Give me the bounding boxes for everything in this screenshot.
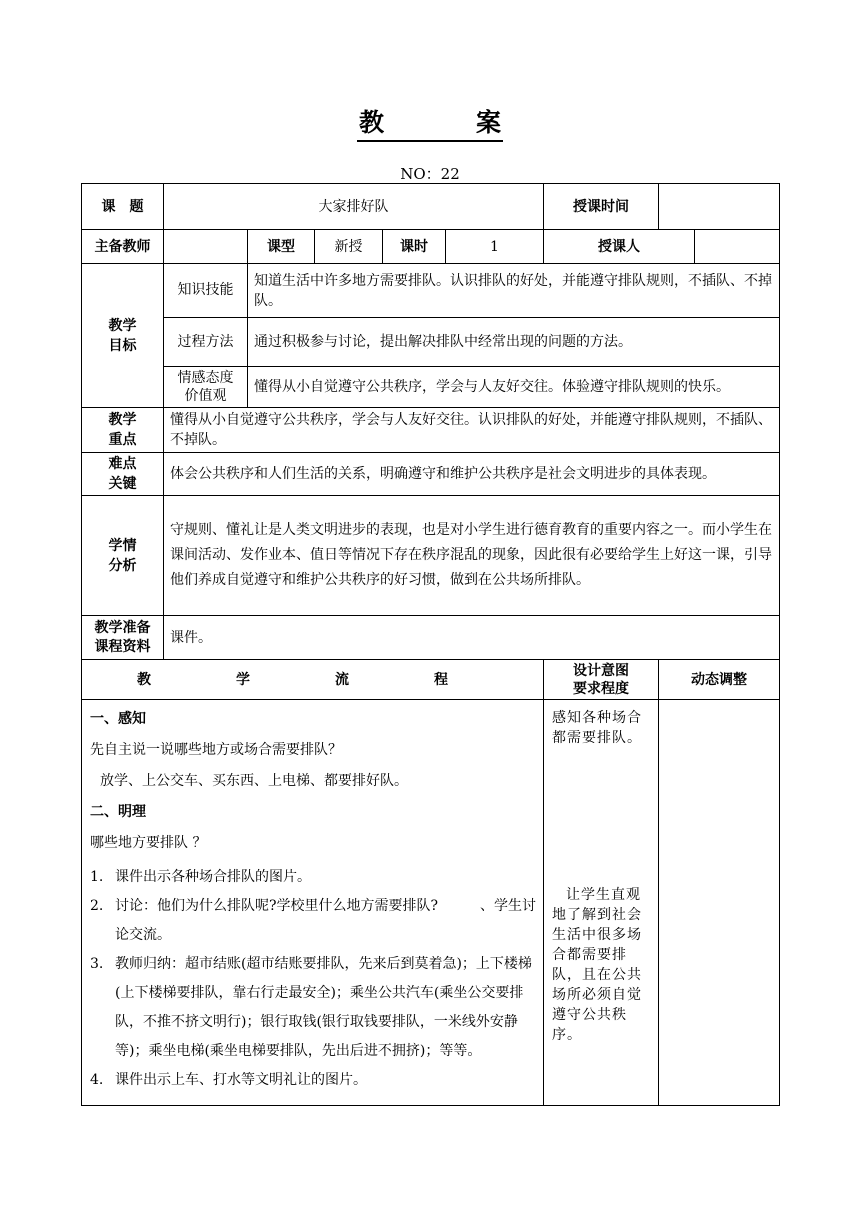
difficulty-text: 体会公共秩序和人们生活的关系，明确遵守和维护公共秩序是社会文明进步的具体表现。 bbox=[164, 453, 780, 496]
type-label: 课型 bbox=[248, 230, 315, 264]
goal-label: 情感态度 价值观 bbox=[164, 367, 248, 408]
key-points-text: 懂得从小自觉遵守公共秩序，学会与人友好交往。认识排队的好处，并能遵守排队规则，不插队、不掉队。 bbox=[164, 408, 780, 453]
prep-text: 课件。 bbox=[164, 616, 780, 660]
difficulty-label: 难点 关键 bbox=[82, 453, 164, 496]
goal-row-knowledge bbox=[82, 264, 780, 318]
design-note: 让学生直观地了解到社会生活中很多场合都需要排队，且在公共场所必须自觉遵守公共秩序。 bbox=[552, 887, 643, 1043]
teacher-label: 主备教师 bbox=[82, 230, 164, 264]
list-item: 2. 讨论：他们为什么排队呢?学校里什么地方需要排队? 、学生讨论交流。 bbox=[90, 898, 537, 943]
goal-label: 知识技能 bbox=[164, 264, 248, 318]
document-title bbox=[0, 103, 860, 142]
flow-text: 哪些地方要排队 ？ bbox=[90, 835, 207, 851]
hours-value: 1 bbox=[446, 230, 544, 264]
list-item: 3. 教师归纳：超市结账(超市结账要排队，先来后到莫着急)；上下楼梯(上下楼梯要排队，靠右行走最安全)；乘坐公共汽车(乘坐公交要排队，不推不挤文明行)；银行取钱(银行取钱要排队，一米线外安静等)；乘坐电梯(乘坐电梯要排队，先出后进不拥挤)；等等。 bbox=[90, 956, 532, 1059]
teacher-value bbox=[164, 230, 248, 264]
type-value: 新授 bbox=[315, 230, 383, 264]
lesson-number: NO：22 bbox=[400, 165, 460, 183]
adjust-header: 动态调整 bbox=[659, 660, 780, 700]
row-key-points bbox=[82, 408, 780, 453]
hours-label: 课时 bbox=[383, 230, 446, 264]
flow-header-row bbox=[82, 660, 780, 700]
topic-value: 大家排好队 bbox=[164, 184, 544, 230]
flow-text: 先自主说一说哪些地方或场合需要排队？ bbox=[90, 742, 342, 758]
row-teacher bbox=[82, 230, 780, 264]
section-title: 一、感知 bbox=[90, 711, 146, 727]
section-title: 二、明理 bbox=[90, 804, 146, 820]
goal-text: 通过积极参与讨论，提出解决排队中经常出现的问题的方法。 bbox=[248, 318, 780, 367]
key-points-label: 教学 重点 bbox=[82, 408, 164, 453]
lecturer-value bbox=[695, 230, 780, 264]
flow-text: 放学、上公交车、买东西、上电梯、都要排好队。 bbox=[100, 773, 408, 789]
lecturer-label: 授课人 bbox=[544, 230, 695, 264]
row-topic bbox=[82, 184, 780, 230]
flow-header: 教 学 流 程 bbox=[82, 660, 544, 700]
lesson-plan-table bbox=[81, 183, 780, 1106]
design-header: 设计意图 要求程度 bbox=[544, 660, 659, 700]
list-item: 1. 课件出示各种场合排队的图片。 bbox=[90, 869, 311, 885]
goal-row-process bbox=[82, 318, 780, 367]
topic-label: 课 题 bbox=[82, 184, 164, 230]
analysis-label: 学情 分析 bbox=[82, 496, 164, 616]
flow-content-row bbox=[82, 700, 780, 1106]
goal-text: 知道生活中许多地方需要排队。认识排队的好处，并能遵守排队规则，不插队、不掉队。 bbox=[248, 264, 780, 318]
title-char-2: 案 bbox=[476, 108, 502, 137]
list-item: 4. 课件出示上车、打水等文明礼让的图片。 bbox=[90, 1072, 367, 1088]
adjust-content bbox=[659, 700, 780, 1106]
time-value bbox=[659, 184, 780, 230]
prep-label: 教学准备 课程资料 bbox=[82, 616, 164, 660]
goal-label: 过程方法 bbox=[164, 318, 248, 367]
analysis-text: 守规则、懂礼让是人类文明进步的表现，也是对小学生进行德育教育的重要内容之一。而小学生在课间活动、发作业本、值日等情况下存在秩序混乱的现象，因此很有必要给学生上好这一课，引导他们养成自觉遵守和维护公共秩序的好习惯，做到在公共场所排队。 bbox=[164, 496, 780, 616]
design-content bbox=[544, 700, 659, 1106]
design-note: 感知各种场合都需要排队。 bbox=[552, 710, 643, 746]
row-prep bbox=[82, 616, 780, 660]
goals-label: 教学 目标 bbox=[82, 264, 164, 408]
row-analysis bbox=[82, 496, 780, 616]
flow-content bbox=[82, 700, 544, 1106]
time-label: 授课时间 bbox=[544, 184, 659, 230]
row-difficulty bbox=[82, 453, 780, 496]
goal-text: 懂得从小自觉遵守公共秩序，学会与人友好交往。体验遵守排队规则的快乐。 bbox=[248, 367, 780, 408]
goal-row-attitude bbox=[82, 367, 780, 408]
title-char-1: 教 bbox=[358, 108, 384, 137]
